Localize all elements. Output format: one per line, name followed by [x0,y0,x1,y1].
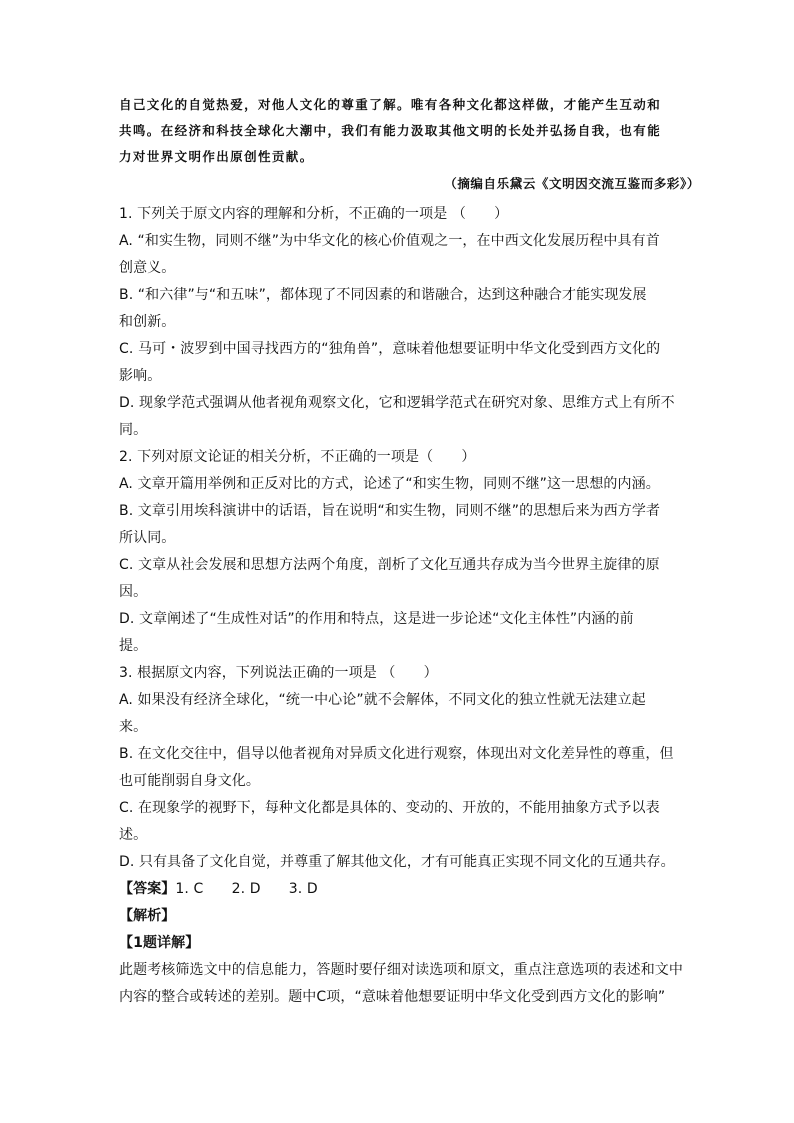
answer-label: 【答案】 [119,881,176,897]
detail-label: 【1题详解】 [119,935,200,951]
passage-line: 共鸣。在经济和科技全球化大潮中，我们有能力汲取其他文明的长处并弘扬自我，也有能 [119,123,662,138]
question-1-option-c: C. 马可・波罗到中国寻找西方的“独角兽”，意味着他想要证明中华文化受到西方文化的 [119,341,661,357]
explanation-line: 内容的整合或转述的差别。题中C项，“意味着他想要证明中华文化受到西方文化的影响” [119,989,666,1005]
question-3-option-c-cont: 述。 [119,827,148,843]
question-1-stem: 1. 下列关于原文内容的理解和分析，不正确的一项是 （ ） [119,206,509,222]
analysis-label: 【解析】 [119,908,176,924]
question-2-option-d-cont: 提。 [119,638,148,654]
explanation-line: 此题考核筛选文中的信息能力，答题时要仔细对读选项和原文，重点注意选项的表述和文中 [119,962,683,978]
question-3-stem: 3. 根据原文内容，下列说法正确的一项是 （ ） [119,665,438,681]
passage-source: （摘编自乐黛云《文明因交流互鉴而多彩》） [444,176,700,191]
question-3-option-b: B. 在文化交往中，倡导以他者视角对异质文化进行观察，体现出对文化差异性的尊重，但 [119,746,674,762]
question-2-option-c-cont: 因。 [119,584,148,600]
question-1-option-c-cont: 影响。 [119,368,162,384]
question-2-option-a: A. 文章开篇用举例和正反对比的方式，论述了“和实生物，同则不继”这一思想的内涵。 [119,476,660,492]
question-3-option-a: A. 如果没有经济全球化，“统一中心论”就不会解体，不同文化的独立性就无法建立起 [119,692,646,708]
question-2-option-b: B. 文章引用埃科演讲中的话语，旨在说明“和实生物，同则不继”的思想后来为西方学者 [119,503,661,519]
answer-line [119,879,679,899]
question-3-option-b-cont: 也可能削弱自身文化。 [119,773,260,789]
question-1-option-b-cont: 和创新。 [119,314,176,330]
question-2-option-c: C. 文章从社会发展和思想方法两个角度，剖析了文化互通共存成为当今世界主旋律的原 [119,557,660,573]
question-2-stem: 2. 下列对原文论证的相关分析，不正确的一项是（ ） [119,449,476,465]
question-3-option-d: D. 只有具备了文化自觉，并尊重了解其他文化，才有可能真正实现不同文化的互通共存。 [119,854,675,870]
answer-values: 1. C 2. D 3. D [175,881,318,897]
question-1-option-d-cont: 同。 [119,422,148,438]
passage-line: 力对世界文明作出原创性贡献。 [119,149,314,164]
question-2-option-d: D. 文章阐述了“生成性对话”的作用和特点，这是进一步论述“文化主体性”内涵的前 [119,611,634,627]
question-1-option-d: D. 现象学范式强调从他者视角观察文化，它和逻辑学范式在研究对象、思维方式上有所不 [119,395,675,411]
question-1-option-a-cont: 创意义。 [119,260,176,276]
question-3-option-c: C. 在现象学的视野下，每种文化都是具体的、变动的、开放的，不能用抽象方式予以表 [119,800,660,816]
question-3-option-a-cont: 来。 [119,719,148,735]
question-1-option-b: B. “和六律”与“和五味”，都体现了不同因素的和谐融合，达到这种融合才能实现发展 [119,287,647,303]
question-2-option-b-cont: 所认同。 [119,530,176,546]
passage-line: 自己文化的自觉热爱，对他人文化的尊重了解。唯有各种文化都这样做，才能产生互动和 [119,97,662,112]
question-1-option-a: A. “和实生物，同则不继”为中华文化的核心价值观之一，在中西文化发展历程中具有首 [119,233,660,249]
